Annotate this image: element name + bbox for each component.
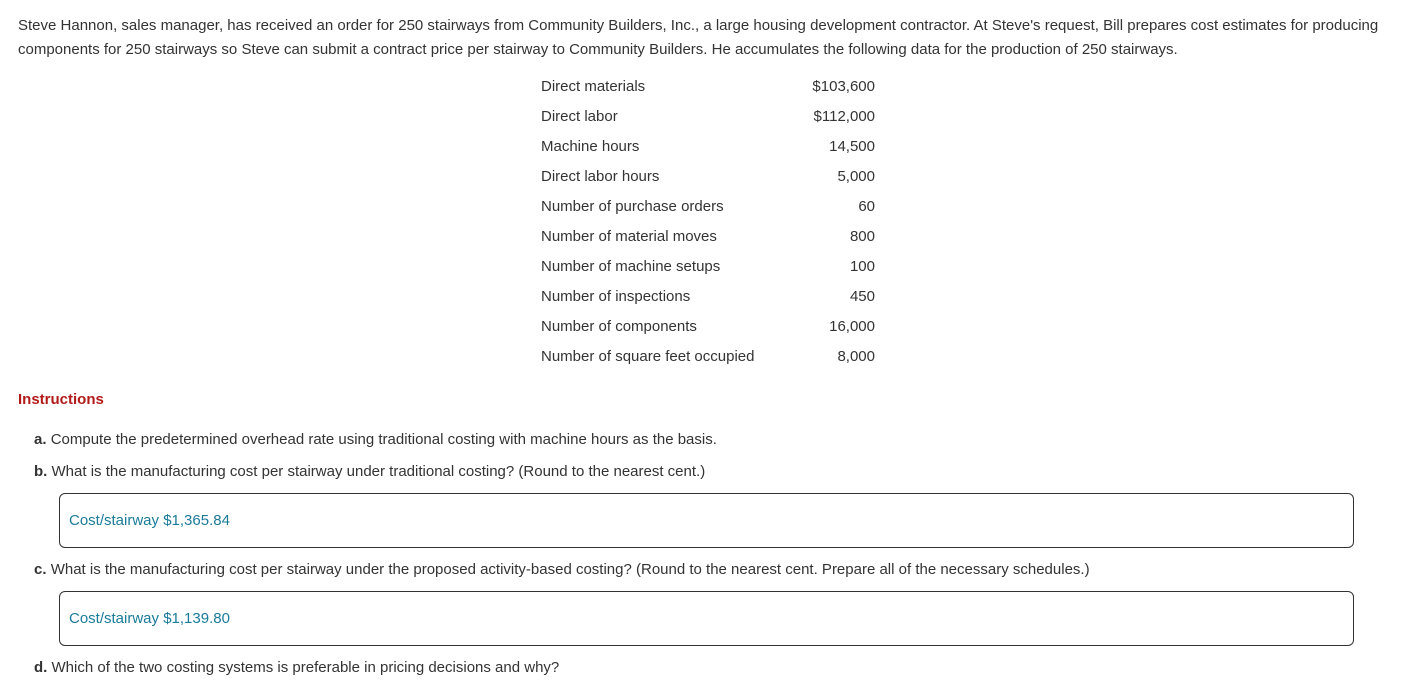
row-value: 100 (849, 257, 875, 275)
cost-data-table (541, 71, 875, 371)
row-value: 450 (849, 287, 875, 305)
row-value: 16,000 (829, 317, 875, 335)
row-value: 800 (849, 227, 875, 245)
table-row (541, 251, 875, 281)
row-label: Number of inspections (541, 287, 691, 305)
row-label: Number of machine setups (541, 257, 721, 275)
question-a-letter: a. (34, 431, 47, 448)
instructions-heading: Instructions (18, 391, 104, 408)
row-value: 5,000 (837, 167, 875, 185)
question-d (34, 659, 559, 676)
row-value: $112,000 (813, 107, 875, 125)
row-label: Machine hours (541, 137, 640, 155)
row-value: 60 (858, 197, 875, 215)
row-label: Direct materials (541, 77, 646, 95)
question-c-letter: c. (34, 561, 47, 578)
problem-intro: Steve Hannon, sales manager, has received an order for 250 stairways from Community Builders, Inc., a large housing development contractor. At Steve's request, Bill prepares cost estimates for producing components for 250 stairways so Steve can submit a contract price per stairway to Community Builders. He accumulates the following data for the production of 250 stairways. (18, 17, 1379, 58)
answer-box-c[interactable] (59, 591, 1354, 646)
row-label: Number of components (541, 317, 697, 335)
question-c (34, 561, 1090, 578)
table-row (541, 341, 875, 371)
table-row (541, 131, 875, 161)
answer-c-text: Cost/stairway $1,139.80 (69, 610, 230, 627)
answer-b-text: Cost/stairway $1,365.84 (69, 512, 230, 529)
table-row (541, 281, 875, 311)
table-row (541, 71, 875, 101)
row-label: Number of material moves (541, 227, 717, 245)
table-row (541, 221, 875, 251)
question-a (34, 431, 717, 448)
answer-box-b[interactable] (59, 493, 1354, 548)
row-label: Direct labor (541, 107, 618, 125)
question-c-text: What is the manufacturing cost per stairway under the proposed activity-based costing? (Round to the nearest cent. Prepare all of the necessary schedules.) (50, 561, 1090, 578)
row-label: Number of purchase orders (541, 197, 724, 215)
question-d-letter: d. (34, 659, 48, 676)
row-label: Direct labor hours (541, 167, 660, 185)
table-row (541, 311, 875, 341)
table-row (541, 161, 875, 191)
row-value: 8,000 (837, 347, 875, 365)
question-a-text: Compute the predetermined overhead rate using traditional costing with machine hours as the basis. (50, 431, 717, 448)
question-b-text: What is the manufacturing cost per stairway under traditional costing? (Round to the nearest cent.) (51, 463, 706, 480)
row-label: Number of square feet occupied (541, 347, 755, 365)
question-d-text: Which of the two costing systems is preferable in pricing decisions and why? (51, 659, 560, 676)
question-b (34, 463, 705, 480)
table-row (541, 191, 875, 221)
question-b-letter: b. (34, 463, 48, 480)
row-value: $103,600 (812, 77, 875, 95)
table-row (541, 101, 875, 131)
row-value: 14,500 (829, 137, 875, 155)
